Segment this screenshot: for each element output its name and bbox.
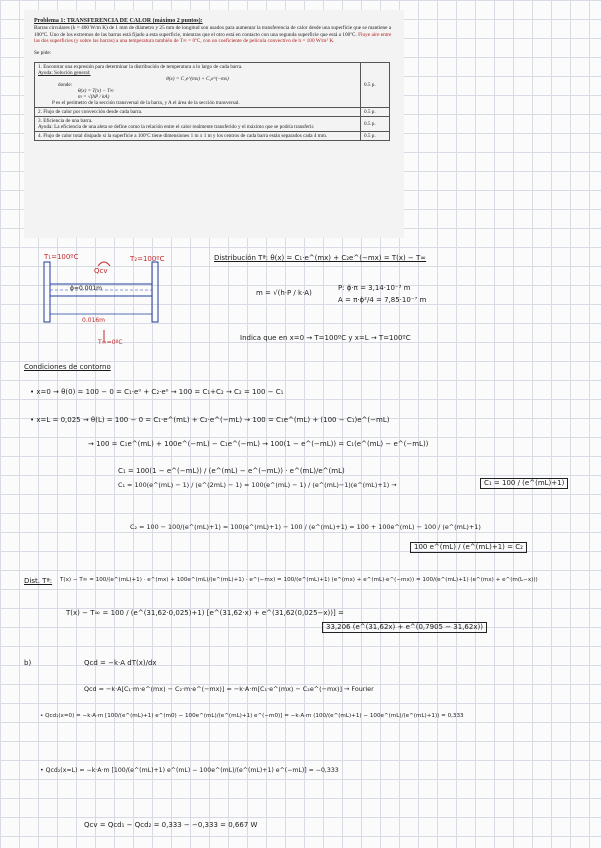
boundary-condition-2: • x=L = 0,025 → θ(L) = 100 − 0 = C₁·e^(mL) + C₂·e^(−mL) → 100 = C₁e^(mL) + (100 − C₁)e^(−mL) (30, 416, 390, 424)
question-points: 0.5 p. (361, 132, 390, 141)
m-definition: m = √(hP / kA) (78, 94, 110, 101)
tinf-label: T∞=0ºC (98, 339, 123, 346)
perimeter-equation: P: ϕ·π = 3,14·10⁻³ m (338, 284, 411, 292)
question-text: Flujo de calor por convección desde cada barra. (43, 109, 143, 116)
qcd1-result: • Qcd₁(x=0) = −k·A·m [100/(e^(mL)+1) e^(m0) − 100e^(mL)/(e^(mL)+1) e^(−m0)] = −k·A·m (100/(e^(mL)+1) − 100e^(mL)/(e^(mL)+1)) = 0,333 (40, 713, 464, 719)
question-points: 0.5 p. (361, 108, 390, 117)
c1-derivation-b: C₁ = 100(e^(mL) − 1) / (e^(2mL) − 1) = 100(e^(mL) − 1) / (e^(mL)−1)(e^(mL)+1) → (118, 481, 397, 489)
general-solution-equation: θ(x) = C₁e^(mx) + C₂e^(−mx) (166, 76, 229, 83)
question-text: Flujo de calor total disipado si la superficie a 100ºC tiene dimensiones 1 m x 1 m y los centros de cada barra están separados cada 4 mm. (43, 133, 328, 140)
se-pide-label: Se pide: (34, 50, 52, 57)
t2-label: T₂=100ºC (130, 255, 165, 263)
problem-intro-a: Barras circulares (k = 400 W/m K) de 1 mm de diámetro y 25 mm de longitud son usados para aumentar la transferencia de calor desde una superficie que se mantiene a 100ºC. Uno de los extremos de las barras está fijado a esta superficie, mientras que el otro está en contacto con una segunda superficie que está a 100ºC. (34, 25, 392, 38)
area-equation: A = π·ϕ²/4 = 7,85·10⁻⁷ m (338, 296, 427, 304)
question-hint: Ayuda: La eficiencia de una aleta se define como la relación entre el calor realmente transferido y el máximo que se podría transferir. (38, 124, 315, 131)
left-wall (44, 262, 50, 322)
distribution-equation: Distribución Tª: θ(x) = C₁·e^(mx) + C₂e^(−mx) = T(x) − T∞ (214, 254, 427, 262)
fourier-law: Qcd = −k·A dT(x)/dx (84, 659, 157, 667)
length-label: 0.016m (82, 317, 106, 324)
qcv-label: Qcv (94, 267, 108, 275)
dist-label: Dist. Tª: (24, 577, 53, 585)
question-number: 4. (38, 133, 42, 140)
question-points: 0.5 p. (361, 117, 390, 132)
c1-derivation-a: C₁ = 100(1 − e^(−mL)) / (e^(mL) − e^(−mL)) · e^(mL)/e^(mL) (118, 467, 345, 475)
boundary-conditions-title: Condiciones de contorno (24, 363, 111, 371)
part-b-label: b) (24, 659, 32, 667)
distribution-result-box: 33,206 (e^(31,62x) + e^(0,7905 − 31,62x)) (322, 622, 487, 633)
boundary-note: Indica que en x=0 → T=100ºC y x=L → T=100ºC (240, 334, 411, 342)
question-number: 1. (38, 64, 42, 71)
t1-label: T₁=100ºC (44, 253, 79, 261)
donde-label: donde: (58, 82, 73, 89)
question-number: 2. (38, 109, 42, 116)
perimeter-note: P es el perímetro de la sección transversal de la barra, y A el área de la sección transversal. (52, 100, 240, 107)
theta-definition: θ(x) = T(x) − T∞ (78, 88, 114, 95)
distribution-derivation: T(x) − T∞ = 100/(e^(mL)+1) · e^(mx) + 100e^(mL)/(e^(mL)+1) · e^(−mx) = 100/(e^(mL)+1) (e^(mx) + e^(mL)·e^(−mx)) = 100/(e^(mL)+1) (e^(mx) + e^(m(L−x))) (60, 577, 538, 583)
c2-result-box: 100 e^(mL) / (e^(mL)+1) = C₂ (410, 542, 527, 553)
c1-result-box: C₁ = 100 / (e^(mL)+1) (480, 478, 568, 489)
qcd-expression: Qcd = −k·A[C₁·m·e^(mx) − C₂·m·e^(−mx)] = −k·A·m[C₁·e^(mx) − C₂e^(−mx)] → Fourier (84, 685, 374, 693)
m-equation: m = √(h·P / k·A) (256, 289, 312, 297)
question-text: Eficiencia de una barra. (43, 118, 93, 125)
problem-intro-b: Fluye aire entre las dos superficies (y sobre las barras) a una temperatura también de T∞ = 0ºC, con un coeficiente de película convectivo de h = 100 W/m² K. (34, 31, 392, 44)
qcv-result: Qcv = Qcd₁ − Qcd₂ = 0,333 − −0,333 = 0,667 W (84, 821, 258, 829)
boundary-condition-3: → 100 = C₁e^(mL) + 100e^(−mL) − C₁e^(−mL) → 100(1 − e^(−mL)) = C₁(e^(mL) − e^(−mL)) (88, 440, 429, 448)
question-text: Encontrar una expresión para determinar la distribución de temperatura a lo largo de cada barra. (43, 64, 243, 71)
question-number: 3. (38, 118, 42, 125)
qcv-arrow (98, 262, 110, 266)
boundary-condition-1: • x=0 → θ(0) = 100 − 0 = C₁·e⁰ + C₂·e⁰ → 100 = C₁+C₂ → C₂ = 100 − C₁ (30, 388, 284, 396)
problem-title: Problema 1: TRANSFERENCIA DE CALOR (máximo 2 puntos): (34, 18, 203, 24)
right-wall (152, 262, 158, 322)
c2-derivation: C₂ = 100 − 100/(e^(mL)+1) = 100(e^(mL)+1) − 100 / (e^(mL)+1) = 100 + 100e^(mL) − 100 / (e^(mL)+1) (130, 523, 481, 531)
qcd2-result: • Qcd₂(x=L) = −k·A·m [100/(e^(mL)+1) e^(mL) − 100e^(mL)/(e^(mL)+1) e^(−mL)] = −0,333 (40, 767, 339, 774)
question-hint: Ayuda: Solución general: (38, 70, 91, 77)
distribution-numeric: T(x) − T∞ = 100 / (e^(31,62·0,025)+1) [e^(31,62·x) + e^(31,62(0,025−x))] = (66, 609, 344, 617)
diameter-label: ϕ=0.001m (70, 285, 103, 292)
question-points: 0.5 p. (361, 63, 390, 108)
